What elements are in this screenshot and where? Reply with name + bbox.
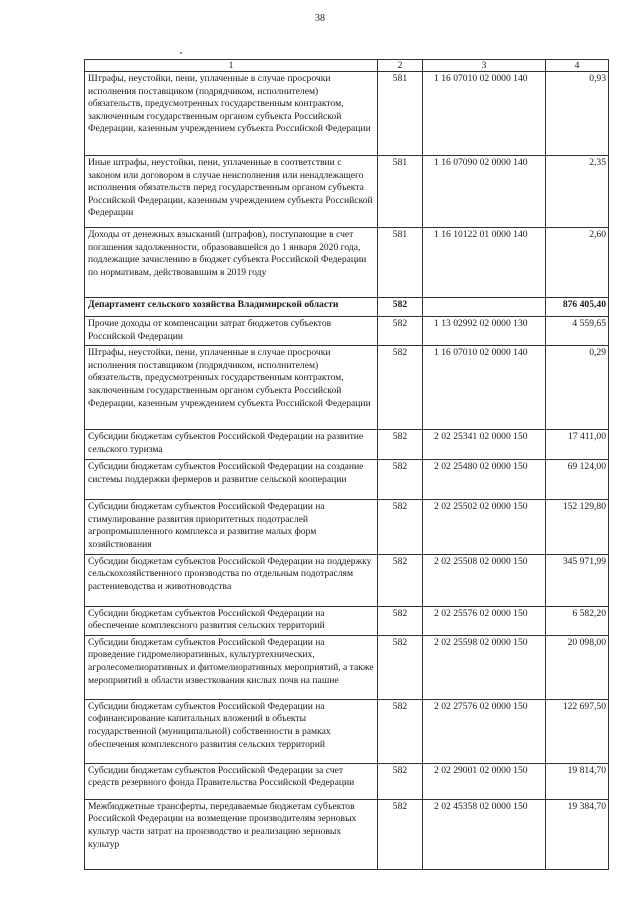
budget-code-cell: 2 02 25598 02 0000 150 xyxy=(423,635,546,699)
budget-code-cell: 2 02 25502 02 0000 150 xyxy=(423,500,546,554)
amount-cell: 19 384,70 xyxy=(546,799,609,869)
revenue-name-cell: Прочие доходы от компенсации затрат бюджетов субъектов Российской Федерации xyxy=(85,317,378,346)
table-header-row xyxy=(85,60,609,72)
budget-code-cell: 1 16 07010 02 0000 140 xyxy=(423,346,546,430)
header-col-4: 4 xyxy=(546,60,609,72)
table-row xyxy=(85,346,609,430)
admin-code-cell: 582 xyxy=(378,430,423,460)
amount-cell: 20 098,00 xyxy=(546,635,609,699)
amount-cell: 122 697,50 xyxy=(546,699,609,763)
budget-code-cell: 2 02 45358 02 0000 150 xyxy=(423,799,546,869)
budget-revenue-table xyxy=(84,59,609,870)
table-row xyxy=(85,763,609,799)
revenue-name-cell: Субсидии бюджетам субъектов Российской Федерации на создание системы поддержки фермеров и развитие сельской кооперации xyxy=(85,460,378,500)
amount-cell: 4 559,65 xyxy=(546,317,609,346)
admin-code-cell: 582 xyxy=(378,635,423,699)
admin-code-cell: 581 xyxy=(378,156,423,228)
table-row xyxy=(85,554,609,606)
page-number: 38 xyxy=(315,13,325,24)
amount-cell: 876 405,40 xyxy=(546,298,609,317)
revenue-name-cell: Субсидии бюджетам субъектов Российской Федерации на стимулирование развития приоритетных подотраслей агропромышленного комплекса и развитие малых форм хозяйствования xyxy=(85,500,378,554)
amount-cell: 69 124,00 xyxy=(546,460,609,500)
revenue-name-cell: Межбюджетные трансферты, передаваемые бюджетам субъектов Российской Федерации на возмещение производителям зерновых культур части затрат на производство и реализацию зерновых культур xyxy=(85,799,378,869)
amount-cell: 345 971,99 xyxy=(546,554,609,606)
amount-cell: 0,93 xyxy=(546,72,609,156)
revenue-name-cell: Штрафы, неустойки, пени, уплаченные в случае просрочки исполнения поставщиком (подрядчиком, исполнителем) обязательств, предусмотренных государственным контрактом, заключенным государственным органом субъекта Российской Федерации, казенным учреждением субъекта Российской Федерации xyxy=(85,72,378,156)
budget-code-cell: 2 02 25341 02 0000 150 xyxy=(423,430,546,460)
budget-code-cell: 1 16 07010 02 0000 140 xyxy=(423,72,546,156)
admin-code-cell: 582 xyxy=(378,317,423,346)
admin-code-cell: 582 xyxy=(378,298,423,317)
table-row xyxy=(85,799,609,869)
budget-code-cell: 2 02 25480 02 0000 150 xyxy=(423,460,546,500)
table-row xyxy=(85,72,609,156)
amount-cell: 19 814,70 xyxy=(546,763,609,799)
budget-code-cell: 1 13 02992 02 0000 130 xyxy=(423,317,546,346)
revenue-name-cell: Иные штрафы, неустойки, пени, уплаченные в соответствии с законом или договором в случае неисполнения или ненадлежащего исполнения обязательств перед государственным органом субъекта Российской Федерации, казенным учреждением субъекта Российской Федерации xyxy=(85,156,378,228)
table-row xyxy=(85,317,609,346)
budget-code-cell xyxy=(423,298,546,317)
amount-cell: 2,35 xyxy=(546,156,609,228)
budget-code-cell: 2 02 27576 02 0000 150 xyxy=(423,699,546,763)
table-row xyxy=(85,635,609,699)
table-row xyxy=(85,430,609,460)
header-col-1: 1 xyxy=(85,60,378,72)
table-row xyxy=(85,460,609,500)
budget-code-cell: 2 02 25576 02 0000 150 xyxy=(423,606,546,635)
budget-code-cell: 2 02 29001 02 0000 150 xyxy=(423,763,546,799)
header-col-2: 2 xyxy=(378,60,423,72)
table-row xyxy=(85,606,609,635)
admin-code-cell: 582 xyxy=(378,500,423,554)
amount-cell: 17 411,00 xyxy=(546,430,609,460)
table-row xyxy=(85,500,609,554)
amount-cell: 0,29 xyxy=(546,346,609,430)
table-row xyxy=(85,298,609,317)
admin-code-cell: 582 xyxy=(378,460,423,500)
admin-code-cell: 582 xyxy=(378,346,423,430)
revenue-name-cell: Департамент сельского хозяйства Владимирской области xyxy=(85,298,378,317)
header-col-3: 3 xyxy=(423,60,546,72)
revenue-name-cell: Субсидии бюджетам субъектов Российской Федерации на софинансирование капитальных вложений в объекты государственной (муниципальной) собственности в рамках обеспечения комплексного развития сельских территорий xyxy=(85,699,378,763)
budget-code-cell: 2 02 25508 02 0000 150 xyxy=(423,554,546,606)
revenue-name-cell: Субсидии бюджетам субъектов Российской Федерации на обеспечение комплексного развития сельских территорий xyxy=(85,606,378,635)
amount-cell: 152 129,80 xyxy=(546,500,609,554)
revenue-name-cell: Доходы от денежных взысканий (штрафов), поступающие в счет погашения задолженности, образовавшейся до 1 января 2020 года, подлежащие зачислению в бюджет субъекта Российской Федерации по нормативам, действовавшим в 2019 году xyxy=(85,228,378,298)
revenue-name-cell: Субсидии бюджетам субъектов Российской Федерации на проведение гидромелиоративных, культуртехнических, агролесомелиоративных и фитомелиоративных мероприятий, а также мероприятий в области известкования кислых почв на пашне xyxy=(85,635,378,699)
revenue-name-cell: Субсидии бюджетам субъектов Российской Федерации на развитие сельского туризма xyxy=(85,430,378,460)
amount-cell: 6 582,20 xyxy=(546,606,609,635)
revenue-name-cell: Субсидии бюджетам субъектов Российской Федерации на поддержку сельскохозяйственного производства по отдельным подотраслям растениеводства и животноводства xyxy=(85,554,378,606)
amount-cell: 2,60 xyxy=(546,228,609,298)
table-row xyxy=(85,699,609,763)
budget-code-cell: 1 16 07090 02 0000 140 xyxy=(423,156,546,228)
scan-speck xyxy=(180,52,182,54)
admin-code-cell: 582 xyxy=(378,799,423,869)
admin-code-cell: 582 xyxy=(378,606,423,635)
budget-code-cell: 1 16 10122 01 0000 140 xyxy=(423,228,546,298)
admin-code-cell: 582 xyxy=(378,554,423,606)
admin-code-cell: 582 xyxy=(378,699,423,763)
admin-code-cell: 581 xyxy=(378,228,423,298)
table-row xyxy=(85,228,609,298)
revenue-name-cell: Штрафы, неустойки, пени, уплаченные в случае просрочки исполнения поставщиком (подрядчиком, исполнителем) обязательств, предусмотренных государственным контрактом, заключенным государственным органом субъекта Российской Федерации, казенным учреждением субъекта Российской Федерации xyxy=(85,346,378,430)
admin-code-cell: 581 xyxy=(378,72,423,156)
table-row xyxy=(85,156,609,228)
admin-code-cell: 582 xyxy=(378,763,423,799)
revenue-name-cell: Субсидии бюджетам субъектов Российской Федерации за счет средств резервного фонда Правительства Российской Федерации xyxy=(85,763,378,799)
